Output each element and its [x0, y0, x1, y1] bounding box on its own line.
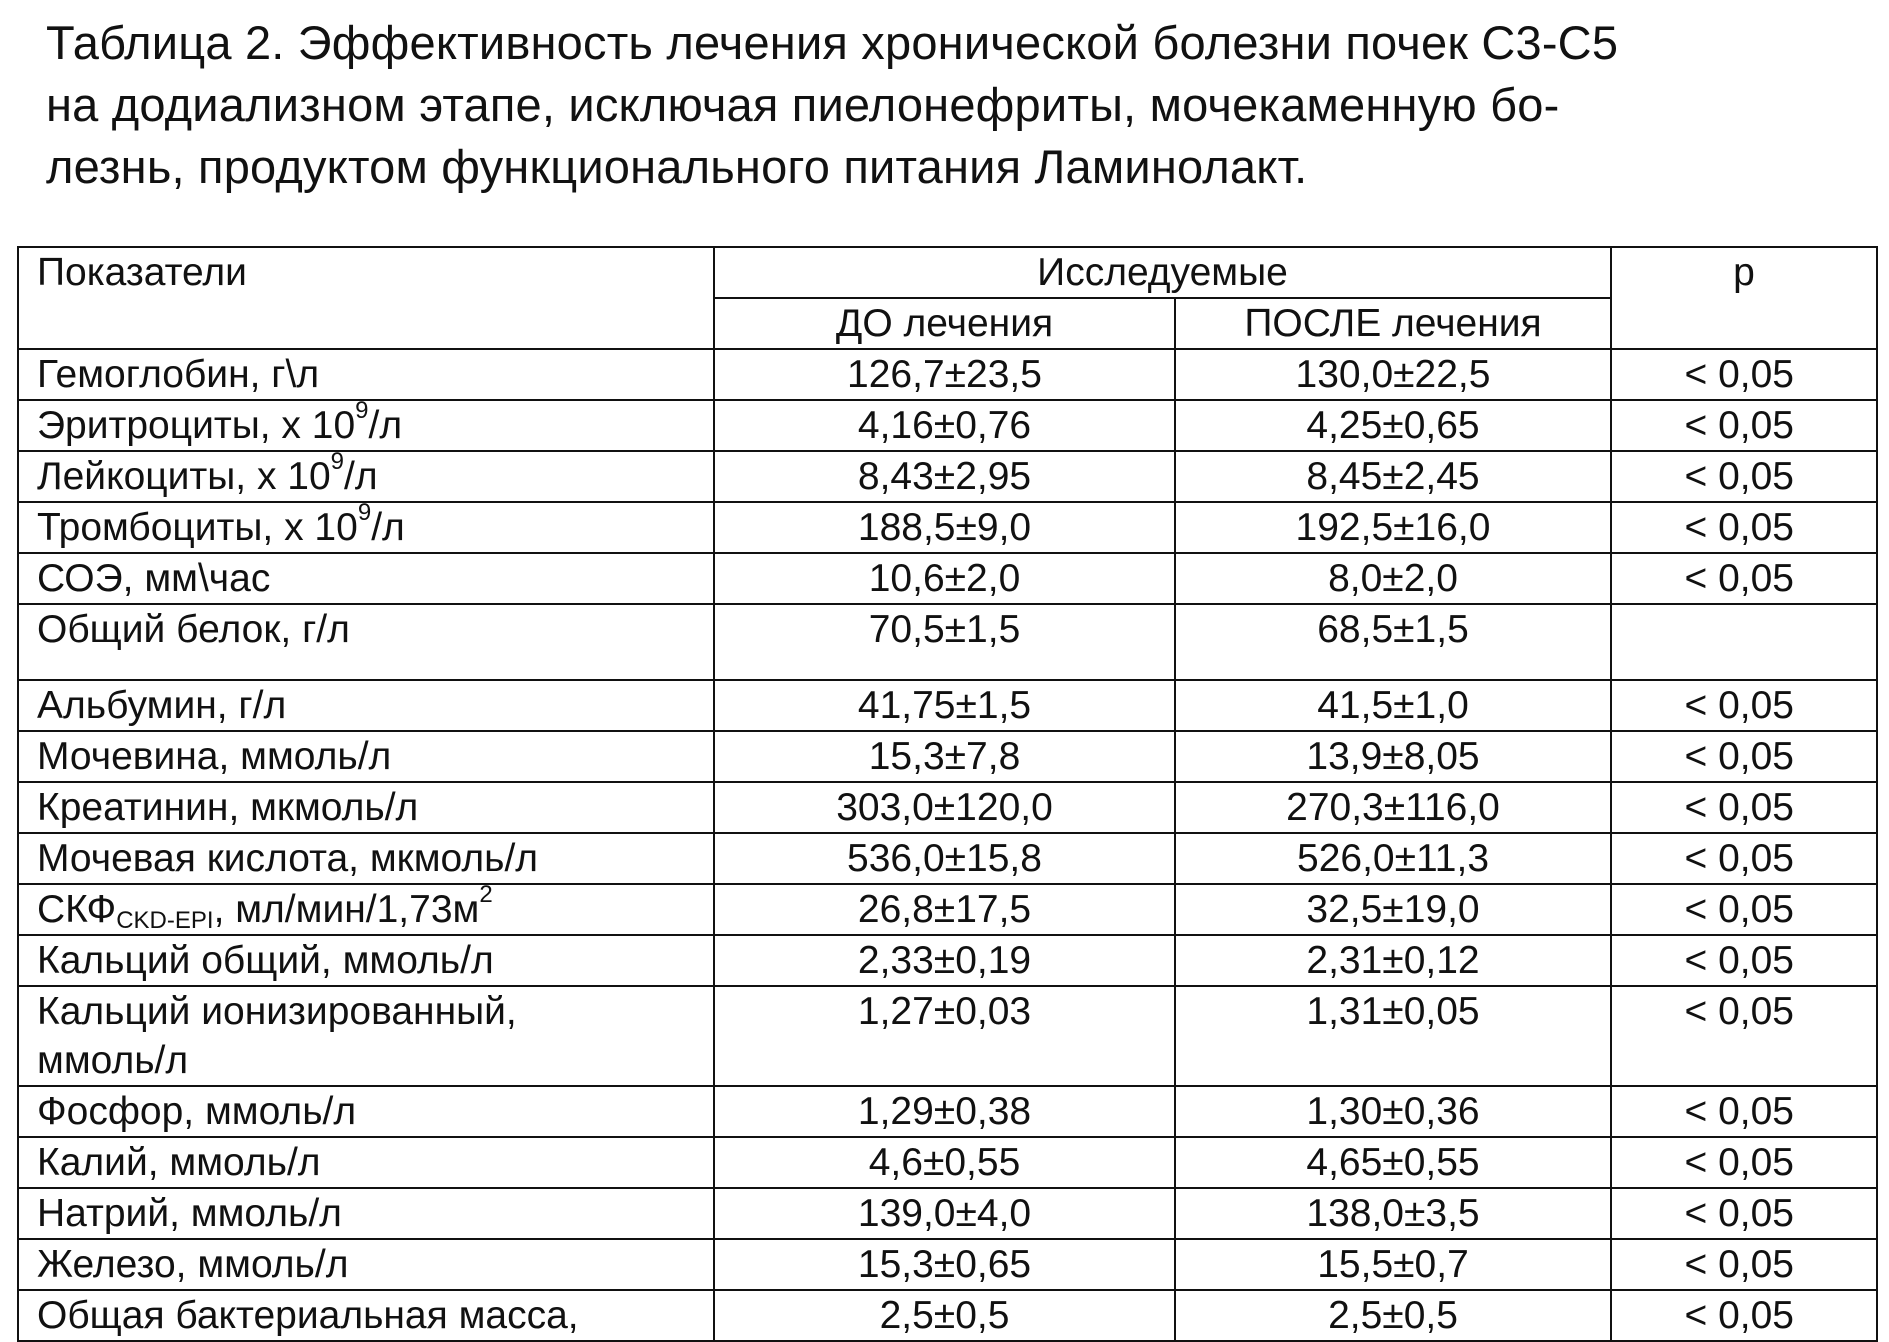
table-row — [18, 400, 1877, 451]
table-row — [18, 1188, 1877, 1239]
value-after: 68,5±1,5 — [1175, 604, 1611, 680]
value-before: 2,33±0,19 — [714, 935, 1175, 986]
header-after: ПОСЛЕ лечения — [1175, 298, 1611, 349]
row-label: $СКФ_{CKD-EPI}$, $мл/мин/1,73м^2$ — [18, 884, 714, 935]
value-after: 13,9±8,05 — [1175, 731, 1611, 782]
table-row — [18, 884, 1877, 935]
table-row — [18, 680, 1877, 731]
row-label: Кальций общий, ммоль/л — [18, 935, 714, 986]
p-value: < 0,05 — [1611, 884, 1877, 935]
value-after: 192,5±16,0 — [1175, 502, 1611, 553]
table-row — [18, 451, 1877, 502]
header-p: р — [1611, 247, 1877, 349]
table-row — [18, 935, 1877, 986]
value-after: 4,65±0,55 — [1175, 1137, 1611, 1188]
p-value: < 0,05 — [1611, 731, 1877, 782]
table-row — [18, 553, 1877, 604]
value-before: 15,3±7,8 — [714, 731, 1175, 782]
value-before: 15,3±0,65 — [714, 1239, 1175, 1290]
table-row — [18, 1137, 1877, 1188]
caption-line-1: Таблица 2. Эффективность лечения хронической болезни почек С3-С5 — [46, 16, 1619, 69]
p-value: < 0,05 — [1611, 782, 1877, 833]
row-label: Эритроциты, х $10^9/л$ — [18, 400, 714, 451]
table-row — [18, 349, 1877, 400]
row-label: Кальций ионизированный, ммоль/л — [18, 986, 714, 1086]
row-label: Креатинин, мкмоль/л — [18, 782, 714, 833]
row-label: Тромбоциты, х $10^9/л$ — [18, 502, 714, 553]
header-group: Исследуемые — [714, 247, 1611, 298]
value-before: 2,5±0,5 — [714, 1290, 1175, 1341]
p-value: < 0,05 — [1611, 986, 1877, 1086]
p-value: < 0,05 — [1611, 451, 1877, 502]
table-caption — [46, 12, 1866, 198]
p-value: < 0,05 — [1611, 833, 1877, 884]
value-after: 15,5±0,7 — [1175, 1239, 1611, 1290]
value-before: 188,5±9,0 — [714, 502, 1175, 553]
value-before: 10,6±2,0 — [714, 553, 1175, 604]
value-before: 8,43±2,95 — [714, 451, 1175, 502]
value-before: 26,8±17,5 — [714, 884, 1175, 935]
value-before: 126,7±23,5 — [714, 349, 1175, 400]
value-after: 41,5±1,0 — [1175, 680, 1611, 731]
p-value: < 0,05 — [1611, 680, 1877, 731]
row-label: Мочевая кислота, мкмоль/л — [18, 833, 714, 884]
value-after: 2,5±0,5 — [1175, 1290, 1611, 1341]
p-value: < 0,05 — [1611, 400, 1877, 451]
p-value: < 0,05 — [1611, 1239, 1877, 1290]
row-label: Общий белок, г/л — [18, 604, 714, 680]
table-row — [18, 731, 1877, 782]
row-label: Натрий, ммоль/л — [18, 1188, 714, 1239]
value-after: 1,30±0,36 — [1175, 1086, 1611, 1137]
value-after: 270,3±116,0 — [1175, 782, 1611, 833]
value-after: 2,31±0,12 — [1175, 935, 1611, 986]
table-row — [18, 502, 1877, 553]
header-before: ДО лечения — [714, 298, 1175, 349]
value-before: 41,75±1,5 — [714, 680, 1175, 731]
row-label: Железо, ммоль/л — [18, 1239, 714, 1290]
row-label: СОЭ, мм\час — [18, 553, 714, 604]
value-before: 4,16±0,76 — [714, 400, 1175, 451]
value-before: 4,6±0,55 — [714, 1137, 1175, 1188]
value-after: 4,25±0,65 — [1175, 400, 1611, 451]
value-after: 8,45±2,45 — [1175, 451, 1611, 502]
p-value — [1611, 604, 1877, 680]
p-value: < 0,05 — [1611, 1188, 1877, 1239]
value-after: 8,0±2,0 — [1175, 553, 1611, 604]
p-value: < 0,05 — [1611, 502, 1877, 553]
value-before: 139,0±4,0 — [714, 1188, 1175, 1239]
table-row — [18, 833, 1877, 884]
table-row — [18, 1239, 1877, 1290]
table-row — [18, 1086, 1877, 1137]
table-row — [18, 1290, 1877, 1341]
value-before: 1,29±0,38 — [714, 1086, 1175, 1137]
row-label: Лейкоциты, х $10^9/л$ — [18, 451, 714, 502]
p-value: < 0,05 — [1611, 349, 1877, 400]
row-label: Альбумин, г/л — [18, 680, 714, 731]
value-after: 1,31±0,05 — [1175, 986, 1611, 1086]
p-value: < 0,05 — [1611, 1086, 1877, 1137]
header-indicator: Показатели — [18, 247, 714, 349]
table-row — [18, 782, 1877, 833]
p-value: < 0,05 — [1611, 1290, 1877, 1341]
row-label: Мочевина, ммоль/л — [18, 731, 714, 782]
value-before: 1,27±0,03 — [714, 986, 1175, 1086]
table-row — [18, 604, 1877, 680]
table-header-row — [18, 247, 1877, 298]
row-label: Гемоглобин, г\л — [18, 349, 714, 400]
row-label: Калий, ммоль/л — [18, 1137, 714, 1188]
value-before: 303,0±120,0 — [714, 782, 1175, 833]
p-value: < 0,05 — [1611, 935, 1877, 986]
value-before: 536,0±15,8 — [714, 833, 1175, 884]
caption-line-3: лезнь, продуктом функционального питания Ламинолакт. — [46, 140, 1308, 193]
value-after: 138,0±3,5 — [1175, 1188, 1611, 1239]
value-after: 32,5±19,0 — [1175, 884, 1611, 935]
value-after: 526,0±11,3 — [1175, 833, 1611, 884]
value-before: 70,5±1,5 — [714, 604, 1175, 680]
row-label: Общая бактериальная масса, — [18, 1290, 714, 1341]
table-row — [18, 986, 1877, 1086]
row-label: Фосфор, ммоль/л — [18, 1086, 714, 1137]
p-value: < 0,05 — [1611, 553, 1877, 604]
results-table — [17, 246, 1878, 1342]
value-after: 130,0±22,5 — [1175, 349, 1611, 400]
caption-line-2: на додиализном этапе, исключая пиелонефриты, мочекаменную бо- — [46, 78, 1560, 131]
p-value: < 0,05 — [1611, 1137, 1877, 1188]
